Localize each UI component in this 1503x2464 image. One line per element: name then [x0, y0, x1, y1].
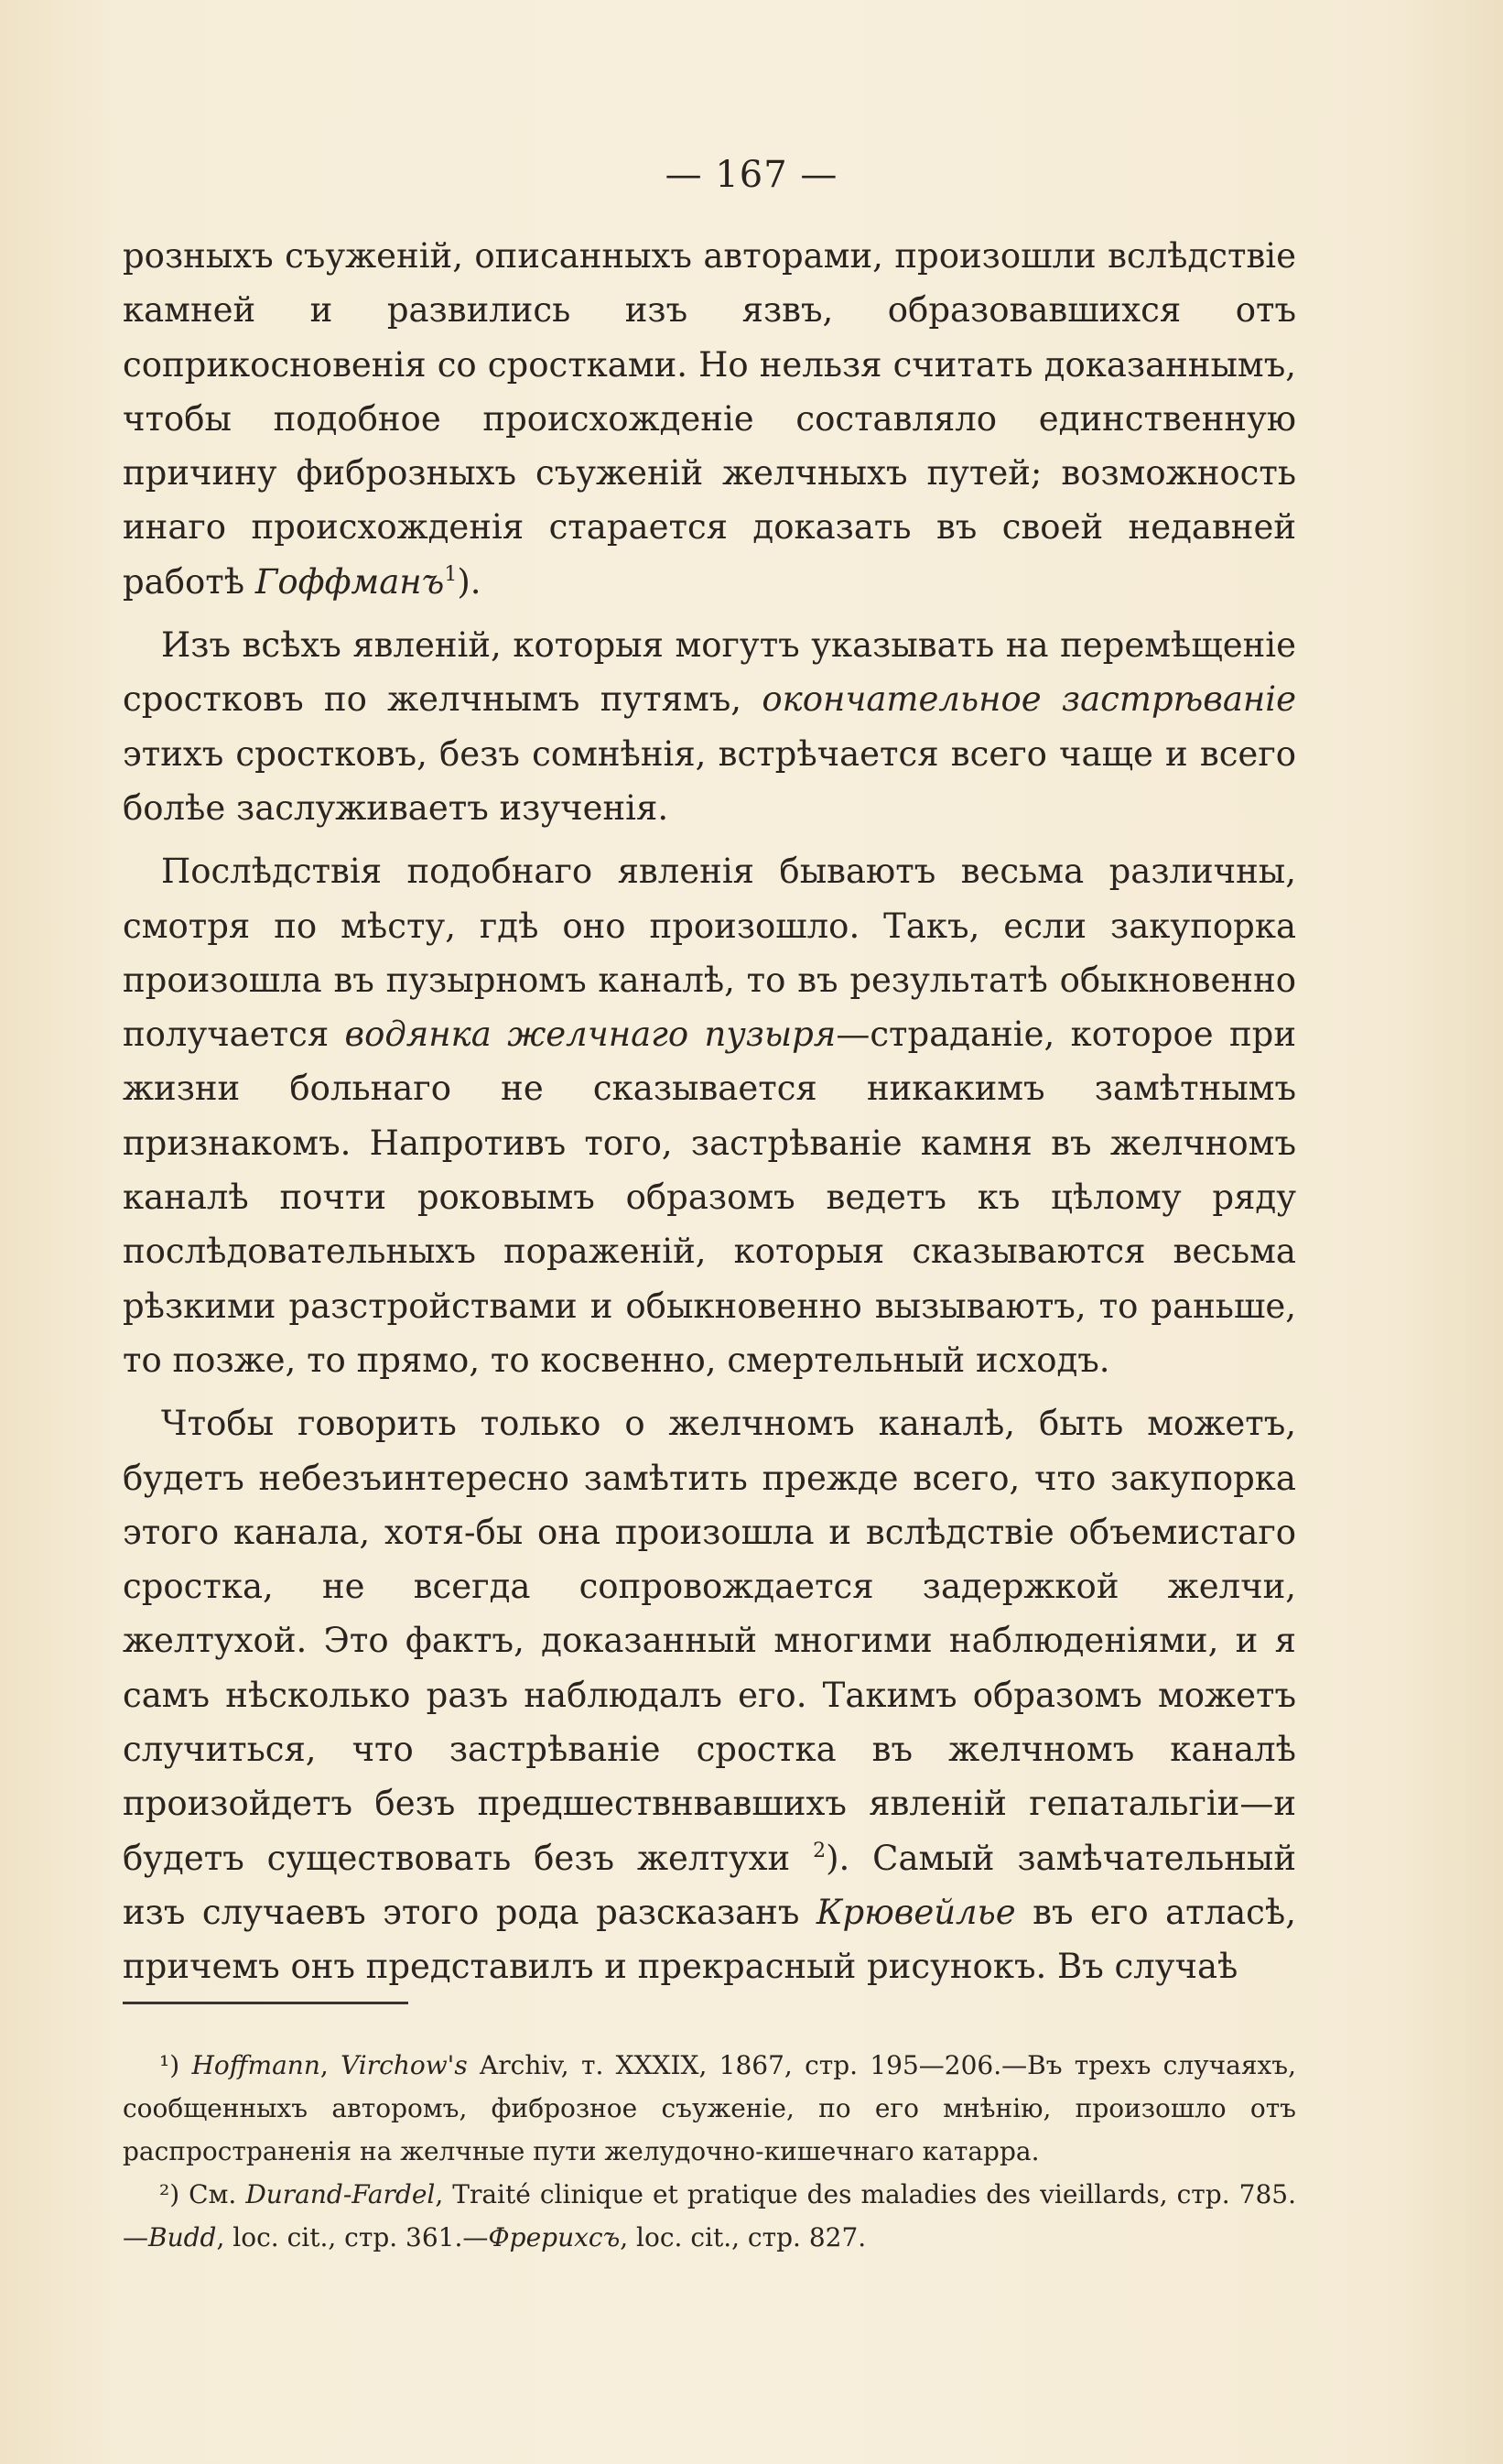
footnote-2-author-3: Фрерихсъ [488, 2222, 621, 2252]
footnotes [123, 2044, 1296, 2259]
emphasis-final-lodging: окончательное застрѣваніе [762, 679, 1296, 720]
paragraph-4-text: Чтобы говорить только о желчномъ каналѣ, быть можетъ, будетъ небезъинтересно замѣтить прежде всего, что закупорка этого канала, хотя-бы она произошла и вслѣдствіе объемистаго сростка, не всегда сопровождается задержкой желчи, желтухой. Это фактъ, доказанный многими наблюденіями, и я самъ нѣсколько разъ наблюдалъ его. Такимъ образомъ можетъ случиться, что застрѣваніе сростка въ желчномъ каналѣ произойдетъ безъ предшествнвавшихъ явленій гепатальгіи—и будетъ существовать безъ желтухи [123, 1404, 1296, 1878]
main-text [123, 229, 1296, 1994]
footnote-1-author: Hoffmann [191, 2050, 320, 2080]
page-number: — 167 — [665, 154, 838, 196]
paragraph-3-tail: —страданіе, которое при жизни больнаго не сказывается никакимъ замѣтнымъ признакомъ. Напротивъ того, застрѣваніе камня въ желчномъ каналѣ почти роковымъ образомъ ведетъ къ цѣлому ряду послѣдовательныхъ пораженій, которыя сказываются весьма рѣзкими разстройствами и обыкновенно вызываютъ, то раньше, то позже, то прямо, то косвенно, смертельный исходъ. [123, 1015, 1296, 1380]
paragraph-2-tail: этихъ сростковъ, безъ сомнѣнія, встрѣчается всего чаще и всего болѣе заслуживаетъ изученія. [123, 733, 1296, 828]
footnote-divider [123, 2002, 408, 2004]
paragraph-2-text: Изъ всѣхъ явленій, которыя могутъ указывать на перемѣщеніе сростковъ по желчнымъ путямъ, [123, 625, 1296, 720]
author-cruveilhier: Крювейлье [816, 1892, 1016, 1932]
footnote-2-text-2: , loc. cit., стр. 361.— [216, 2222, 489, 2252]
footnote-2-text-1: , Traité clinique et pratique des maladies des vieillards, стр. 785.— [123, 2179, 1296, 2252]
footnote-1 [123, 2044, 1296, 2173]
footnote-2 [123, 2173, 1296, 2259]
paragraph-4-tail: въ его атласѣ, причемъ онъ представилъ и прекрасный рисунокъ. Въ случаѣ [123, 1892, 1296, 1987]
author-hoffmann: Гоффманъ [254, 561, 445, 602]
footnote-1-journal-author: Virchow's [341, 2050, 468, 2080]
footnote-2-author-2: Budd [148, 2222, 217, 2252]
paragraph-1-text: розныхъ съуженій, описанныхъ авторами, произошли вслѣдствіе камней и развились изъ язвъ, образовавшихся отъ соприкосновенія со сростками. Но нельзя считать доказаннымъ, чтобы подобное происхожденіе составляло единственную причину фиброзныхъ съуженій желчныхъ путей; возможность инаго происхожденія старается доказать въ своей недавней работѣ [123, 236, 1296, 602]
footnote-1-marker: ¹) [159, 2050, 192, 2080]
footnote-2-marker: ²) См. [159, 2179, 246, 2209]
paragraph-1 [123, 229, 1296, 609]
emphasis-gallbladder-hydrops: водянка желчнаго пузыря [344, 1015, 837, 1055]
paragraph-1-tail: ). [457, 561, 481, 602]
paragraph-3-text: Послѣдствія подобнаго явленія бываютъ весьма различны, смотря по мѣсту, гдѣ оно произошло. Такъ, если закупорка произошла въ пузырномъ каналѣ, то въ результатѣ обыкновенно получается [123, 852, 1296, 1055]
footnote-2-author-1: Durand-Fardel [245, 2179, 436, 2209]
paragraph-4-middle: ). Самый замѣчательный изъ случаевъ этого рода разсказанъ [123, 1838, 1296, 1932]
footnote-ref-2: 2 [813, 1839, 827, 1862]
footnote-1-separator: , [319, 2050, 341, 2080]
paragraph-2 [123, 618, 1296, 835]
paragraph-4 [123, 1396, 1296, 1993]
footnote-1-text: Archiv, т. XXXIX, 1867, стр. 195—206.—Въ трехъ случаяхъ, сообщенныхъ авторомъ, фиброзное съуженіе, по его мнѣнію, произошло отъ распространенія на желчные пути желудочно-кишечнаго катарра. [123, 2050, 1296, 2166]
paragraph-3 [123, 844, 1296, 1387]
footnote-ref-1: 1 [444, 562, 458, 586]
footnote-2-text-3: , loc. cit., стр. 827. [620, 2222, 867, 2252]
